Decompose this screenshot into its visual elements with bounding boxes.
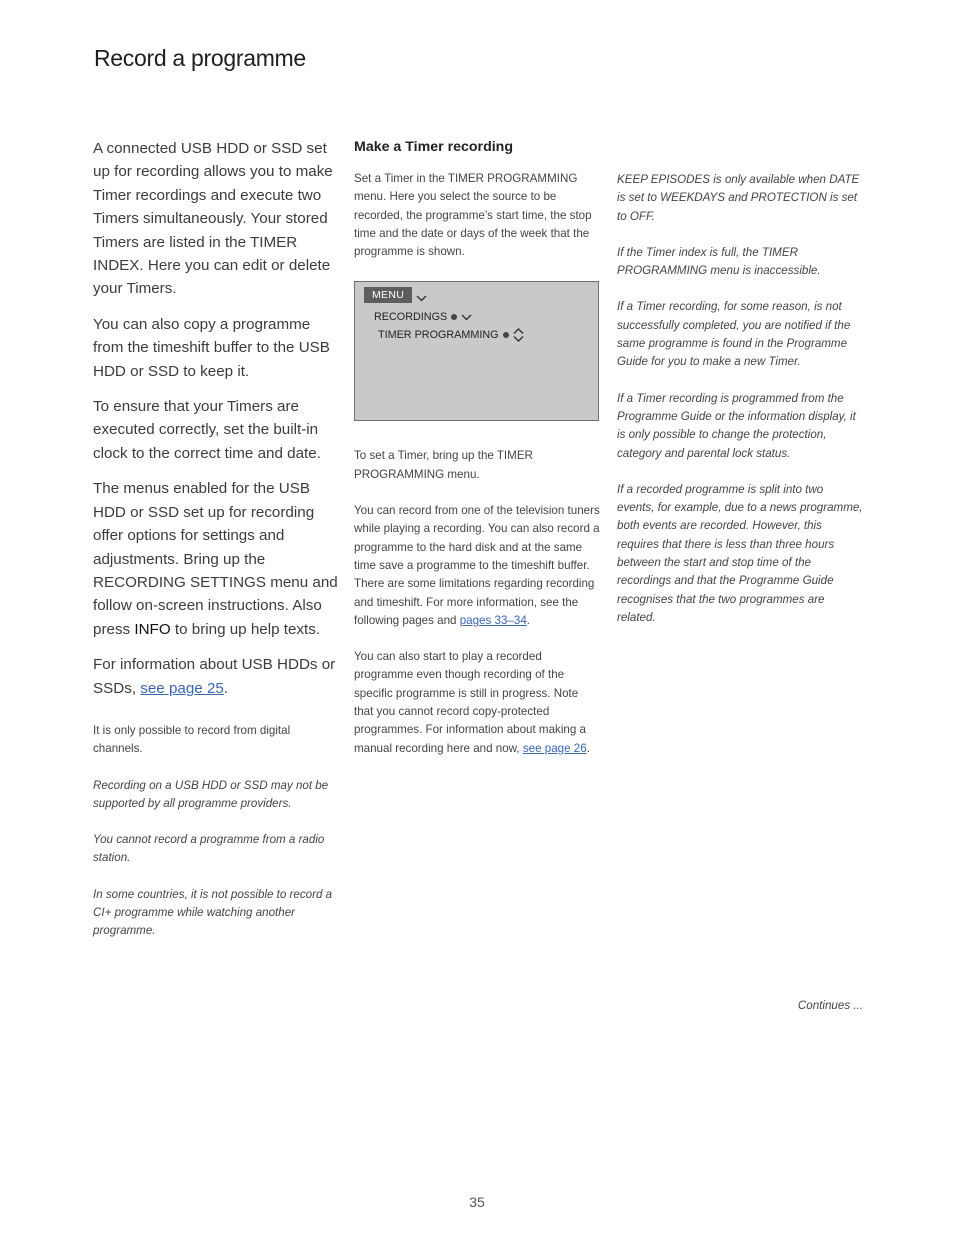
set-timer-text: To set a Timer, bring up the TIMER PROGRAMMING menu. bbox=[354, 449, 533, 481]
tuners-end: . bbox=[526, 613, 531, 627]
up-down-arrows-icon bbox=[513, 328, 524, 342]
note-timer-not-completed: If a Timer recording, for some reason, is not successfully completed, you are notified if the same programme is found in the Programme Guide for you to make a new Timer. bbox=[617, 300, 851, 369]
usb-info-paragraph bbox=[93, 653, 339, 700]
continues-note: Continues ... bbox=[797, 999, 863, 1012]
left-notes bbox=[93, 722, 339, 941]
menus-paragraph bbox=[93, 477, 339, 641]
middle-column bbox=[354, 137, 600, 776]
see-page-25-link[interactable]: see page 25 bbox=[140, 679, 224, 697]
pages-33-34-link[interactable]: pages 33–34 bbox=[459, 613, 527, 627]
usb-info-end: . bbox=[223, 679, 229, 697]
menu-path-diagram bbox=[354, 281, 599, 421]
note-radio: You cannot record a programme from a radio station. bbox=[93, 833, 325, 865]
chevron-down-icon bbox=[416, 295, 427, 302]
tuners-text: You can record from one of the television tuners while playing a recording. You can also record a programme to the hard disk and at the same time save a programme to the timeshift buffer. There are some limitations regarding recording and timeshift. For more information, see the following pages and bbox=[354, 504, 600, 627]
clock-paragraph: To ensure that your Timers are executed correctly, set the built-in clock to the correct time and date. bbox=[93, 398, 321, 462]
timer-intro: Set a Timer in the TIMER PROGRAMMING menu. Here you select the source to be recorded, the programme’s start time, the stop time and the date or days of the week that the programme is shown. bbox=[354, 172, 592, 259]
menu-item-recordings bbox=[374, 311, 472, 323]
note-ci-plus: In some countries, it is not possible to record a CI+ programme while watching another programme. bbox=[93, 887, 333, 938]
dot-icon bbox=[503, 332, 509, 338]
menus-text: The menus enabled for the USB HDD or SSD set up for recording offer options for settings and adjustments. Bring up the RECORDING SETTINGS menu and follow on-screen instructions. Also press bbox=[93, 480, 338, 638]
info-key: INFO bbox=[134, 620, 171, 638]
menu-item-recordings-label: RECORDINGS bbox=[374, 311, 448, 324]
note-providers: Recording on a USB HDD or SSD may not be supported by all programme providers. bbox=[93, 778, 329, 810]
usb-info-text: For information about USB HDDs or SSDs, bbox=[93, 656, 336, 697]
intro-paragraph: A connected USB HDD or SSD set up for recording allows you to make Timer recordings and execute two Timers simultaneously. Your stored Timers are listed in the TIMER INDEX. Here you can edit or delete your Timers. bbox=[93, 140, 333, 298]
left-column bbox=[93, 137, 339, 959]
dot-icon bbox=[451, 314, 457, 320]
page-title: Record a programme bbox=[94, 45, 306, 72]
menu-label: MENU bbox=[364, 287, 412, 303]
note-keep-episodes: KEEP EPISODES is only available when DATE is set to WEEKDAYS and PROTECTION is set to OFF. bbox=[617, 173, 860, 223]
menus-text-end: to bring up help texts. bbox=[170, 620, 321, 638]
see-page-26-link[interactable]: see page 26 bbox=[522, 741, 587, 755]
chevron-down-icon bbox=[461, 314, 472, 321]
play-recorded-end: . bbox=[586, 741, 590, 755]
note-split-programme: If a recorded programme is split into two events, for example, due to a news programme, both events are recorded. However, this requires that there is less than three hours between the start and stop time of the recordings and that the Programme Guide recognises that the two programmes are related. bbox=[617, 482, 863, 624]
play-recorded-paragraph bbox=[354, 648, 600, 758]
section-heading: Make a Timer recording bbox=[354, 139, 514, 155]
lead-text bbox=[93, 137, 339, 700]
note-digital-channels: It is only possible to record from digital channels. bbox=[93, 723, 291, 756]
right-column bbox=[617, 171, 863, 645]
page-number: 35 bbox=[469, 1194, 485, 1210]
menu-item-timer-programming-label: TIMER PROGRAMMING bbox=[378, 329, 499, 342]
tuners-paragraph bbox=[354, 502, 600, 630]
note-programme-guide: If a Timer recording is programmed from the Programme Guide or the information display, it is only possible to change the protection, category and parental lock status. bbox=[617, 391, 856, 460]
play-recorded-text: You can also start to play a recorded programme even though recording of the specific programme is still in progress. Note that you cannot record copy-protected programmes. For information about making a manual recording here and now, bbox=[354, 650, 586, 755]
note-timer-index-full: If the Timer index is full, the TIMER PROGRAMMING menu is inaccessible. bbox=[617, 245, 821, 278]
menu-item-timer-programming bbox=[378, 328, 524, 342]
copy-paragraph: You can also copy a programme from the timeshift buffer to the USB HDD or SSD to keep it. bbox=[93, 315, 330, 380]
